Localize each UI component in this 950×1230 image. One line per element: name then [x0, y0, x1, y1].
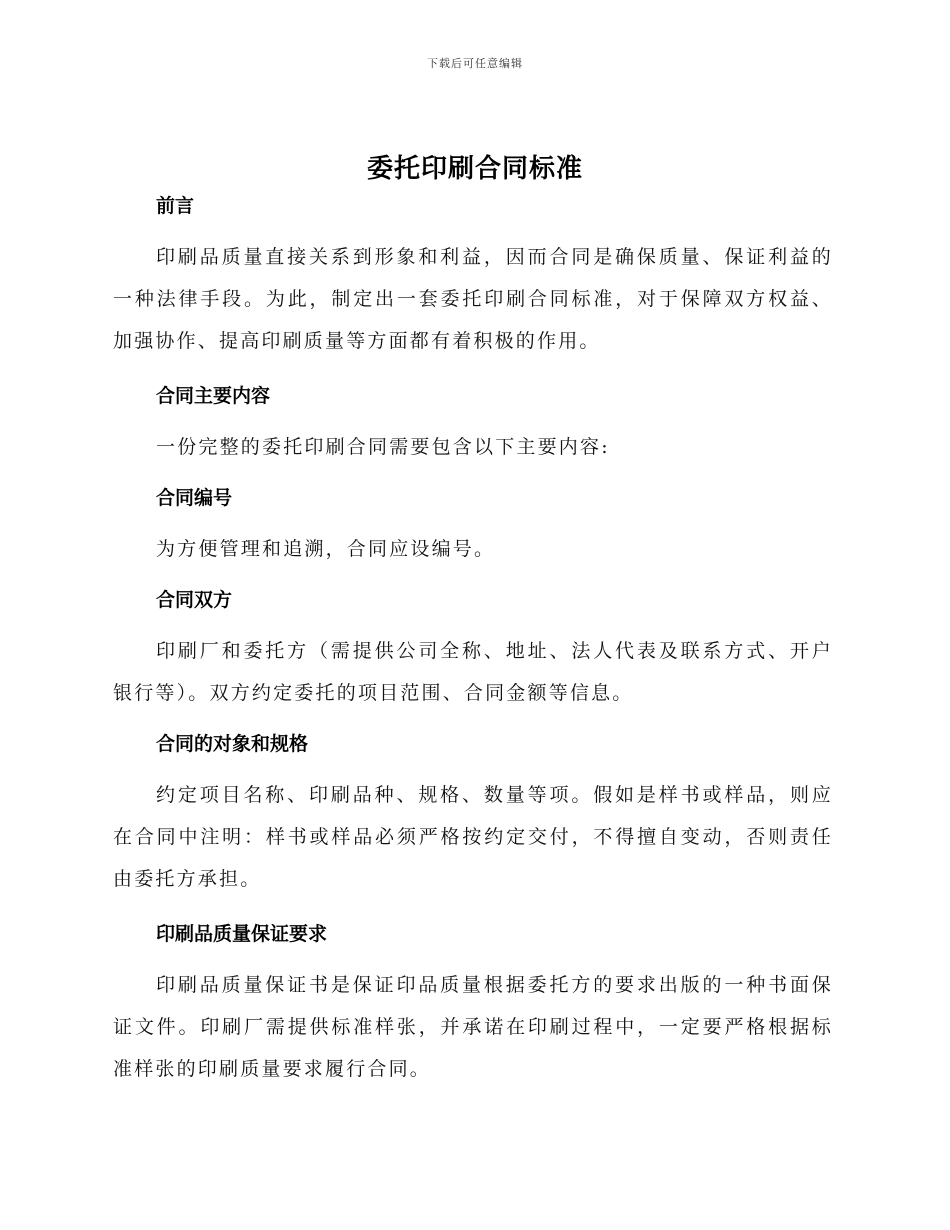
section-paragraph-preface: 印刷品质量直接关系到形象和利益，因而合同是确保质量、保证利益的一种法律手段。为此，制定出一套委托印刷合同标准，对于保障双方权益、加强协作、提高印刷质量等方面都有着积极的作用。 [113, 246, 833, 352]
section-paragraph-main-content: 一份完整的委托印刷合同需要包含以下主要内容: [156, 436, 610, 458]
section-heading-object-spec: 合同的对象和规格 [156, 733, 309, 755]
section-paragraph-object-spec: 约定项目名称、印刷品种、规格、数量等项。假如是样书或样品，则应在合同中注明：样书或样品必须严格按约定交付，不得擅自变动，否则责任由委托方承担。 [113, 784, 833, 890]
section-heading-main-content: 合同主要内容 [156, 385, 271, 407]
header-note: 下载后可任意编辑 [427, 57, 523, 70]
section-heading-parties: 合同双方 [156, 589, 233, 611]
section-paragraph-contract-number: 为方便管理和追溯，合同应设编号。 [156, 538, 496, 560]
section-paragraph-quality: 印刷品质量保证书是保证印品质量根据委托方的要求出版的一种书面保证文件。印刷厂需提供标准样张，并承诺在印刷过程中，一定要严格根据标准样张的印刷质量要求履行合同。 [113, 974, 833, 1080]
section-paragraph-parties: 印刷厂和委托方（需提供公司全称、地址、法人代表及联系方式、开户银行等）。双方约定委托的项目范围、合同金额等信息。 [113, 640, 833, 704]
document-title: 委托印刷合同标准 [366, 154, 583, 184]
section-heading-preface: 前言 [156, 195, 195, 217]
section-heading-quality: 印刷品质量保证要求 [156, 923, 328, 945]
document-body [113, 188, 833, 1090]
section-heading-contract-number: 合同编号 [156, 487, 233, 509]
